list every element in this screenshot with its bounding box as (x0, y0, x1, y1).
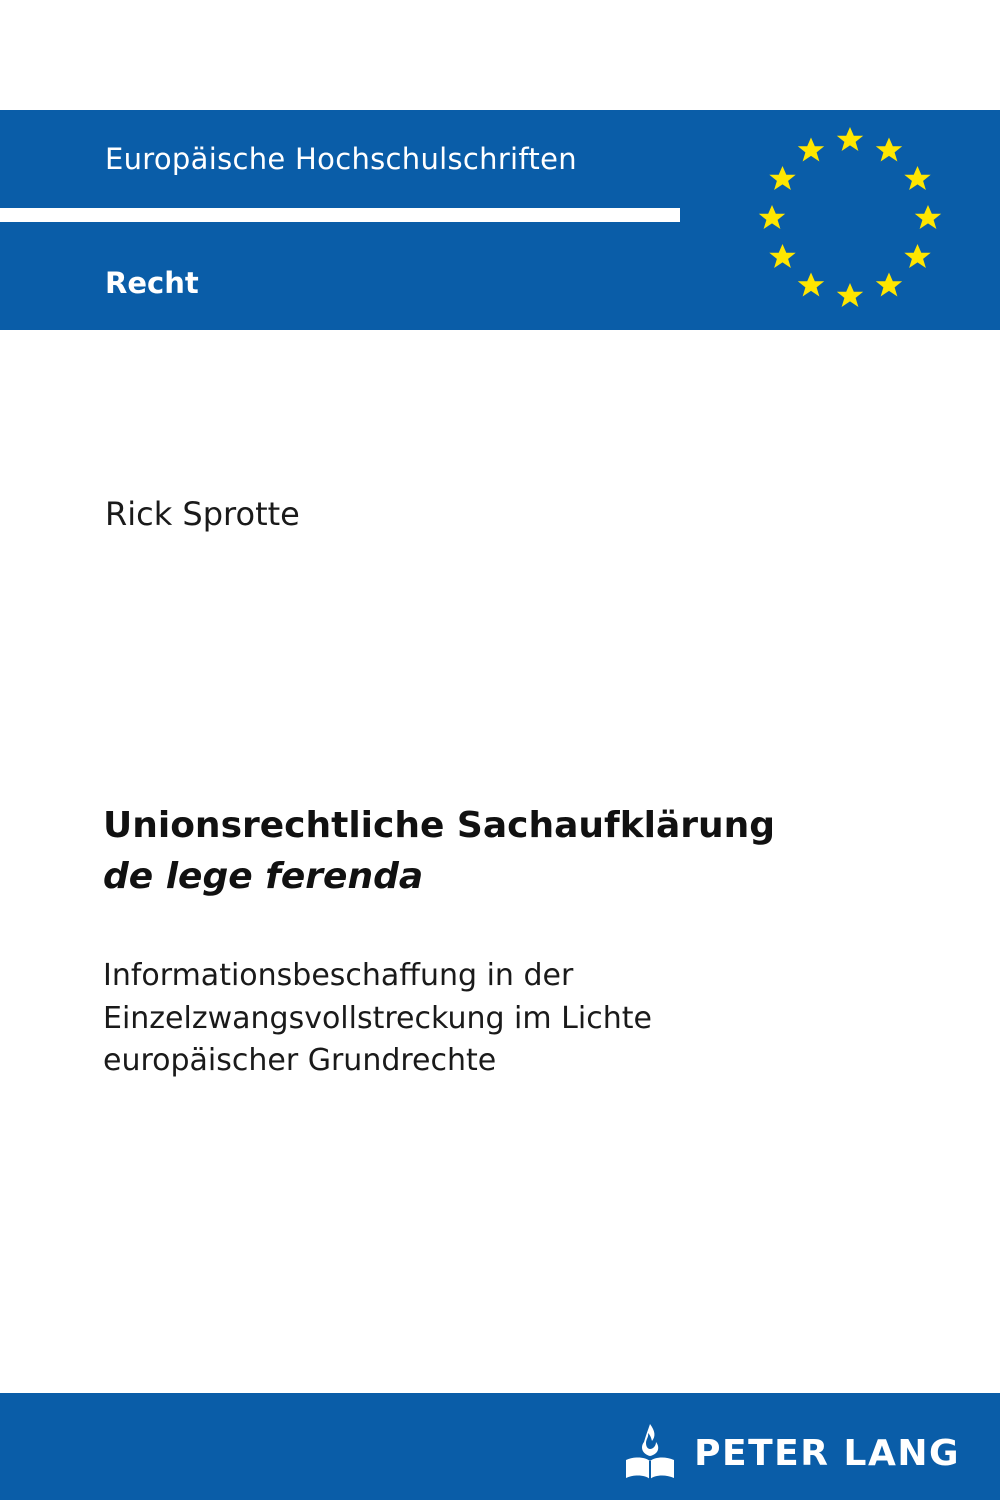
author-name: Rick Sprotte (105, 495, 300, 533)
book-title-line-2-italic: de lege ferenda (103, 856, 424, 898)
publisher-name: PETER LANG (694, 1432, 960, 1474)
eu-stars-icon (745, 118, 955, 318)
book-title-line-1: Unionsrechtliche Sachaufklärung (103, 805, 776, 846)
white-divider-rule (0, 208, 680, 222)
book-title (103, 800, 903, 902)
book-subtitle: Informationsbeschaffung in der Einzelzwangsvollstreckung im Lichte europäischer Grundrechte (103, 958, 652, 1079)
publisher-logo (670, 1414, 960, 1492)
series-name: Europäische Hochschulschriften (105, 142, 577, 176)
open-book-flame-icon (622, 1422, 678, 1484)
series-subject: Recht (105, 266, 199, 300)
